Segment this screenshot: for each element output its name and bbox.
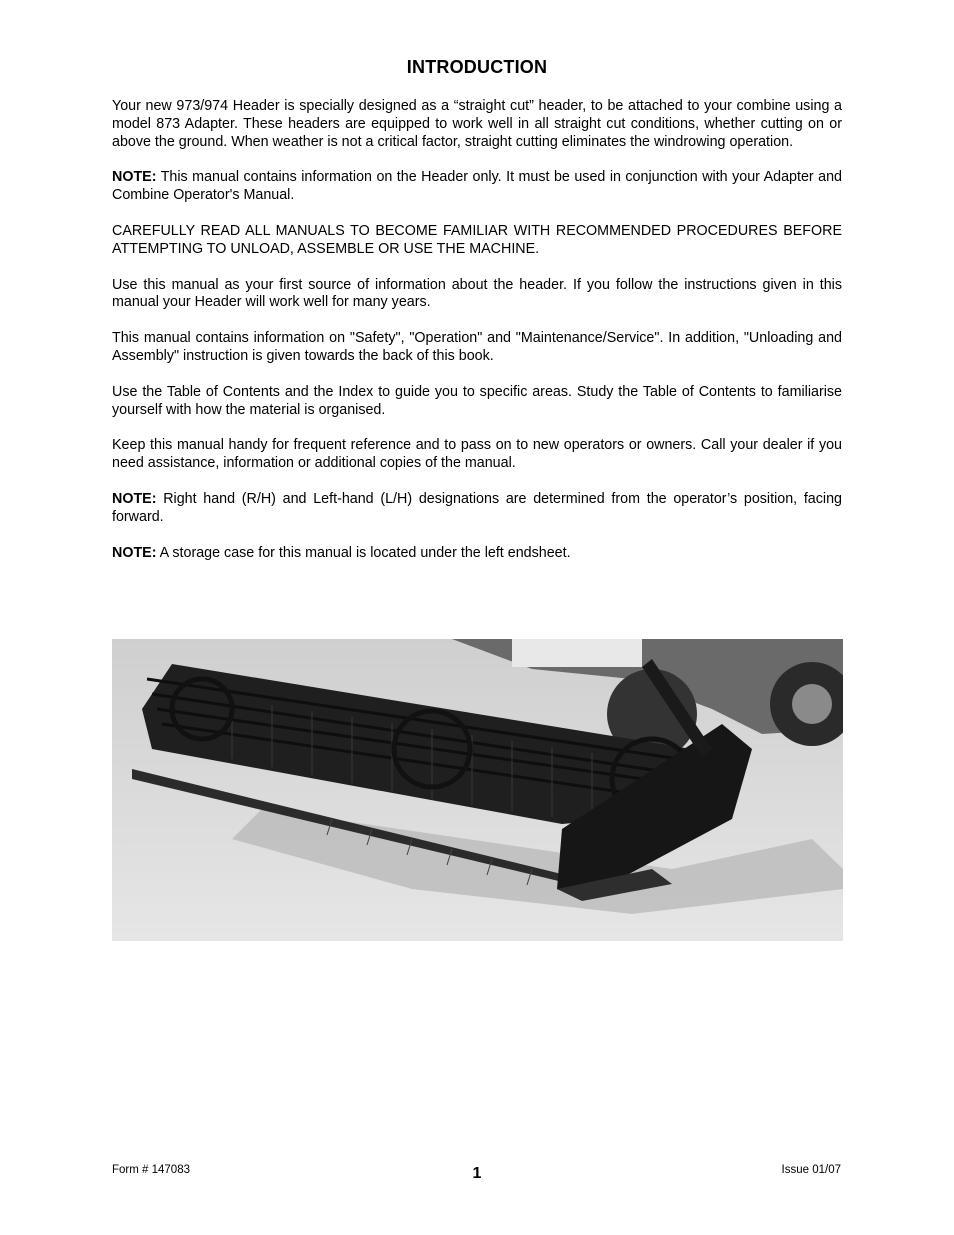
note-storage-case bbox=[112, 545, 842, 563]
header-illustration bbox=[112, 639, 843, 941]
first-source-paragraph: Use this manual as your first source of information about the header. If you follow the instructions given in this manual your Header will work well for many years. bbox=[112, 276, 842, 311]
header-photo bbox=[112, 639, 843, 941]
note-label: NOTE: bbox=[112, 490, 157, 507]
intro-paragraph: Your new 973/974 Header is specially designed as a “straight cut” header, to be attached to your combine using a model 873 Adapter. These headers are equipped to work well in all straight cut conditions, whether cutting on or above the ground. When weather is not a critical factor, straight cutting eliminates the windrowing operation. bbox=[112, 98, 842, 150]
note-text: This manual contains information on the Header only. It must be used in conjunction with your Adapter and Combine Operator's Manual. bbox=[112, 169, 842, 204]
page-title: INTRODUCTION bbox=[406, 57, 548, 77]
note-label: NOTE: bbox=[112, 544, 157, 561]
table-of-contents-paragraph: Use the Table of Contents and the Index to guide you to specific areas. Study the Table of Contents to familiarise yourself with how the material is organised. bbox=[112, 383, 842, 418]
form-number: Form # 147083 bbox=[112, 1164, 190, 1176]
note-adapter-manual bbox=[112, 169, 842, 205]
note-text: A storage case for this manual is located under the left endsheet. bbox=[156, 544, 571, 561]
keep-handy-paragraph: Keep this manual handy for frequent reference and to pass on to new operators or owners. Call your dealer if you need assistance, information or additional copies of the manual. bbox=[112, 437, 842, 472]
issue-date: Issue 01/07 bbox=[781, 1164, 841, 1176]
body-text bbox=[112, 98, 842, 580]
warning-paragraph: CAREFULLY READ ALL MANUALS TO BECOME FAMILIAR WITH RECOMMENDED PROCEDURES BEFORE ATTEMPTING TO UNLOAD, ASSEMBLE OR USE THE MACHINE. bbox=[112, 222, 842, 257]
note-designations bbox=[112, 491, 842, 527]
contents-paragraph: This manual contains information on "Safety", "Operation" and "Maintenance/Service". In addition, "Unloading and Assembly" instruction is given towards the back of this book. bbox=[112, 330, 842, 364]
note-label: NOTE: bbox=[112, 169, 157, 186]
combine-cab bbox=[512, 639, 642, 667]
page-number: 1 bbox=[472, 1165, 482, 1182]
note-text: Right hand (R/H) and Left-hand (L/H) designations are determined from the operator’s position, facing forward. bbox=[112, 490, 842, 525]
